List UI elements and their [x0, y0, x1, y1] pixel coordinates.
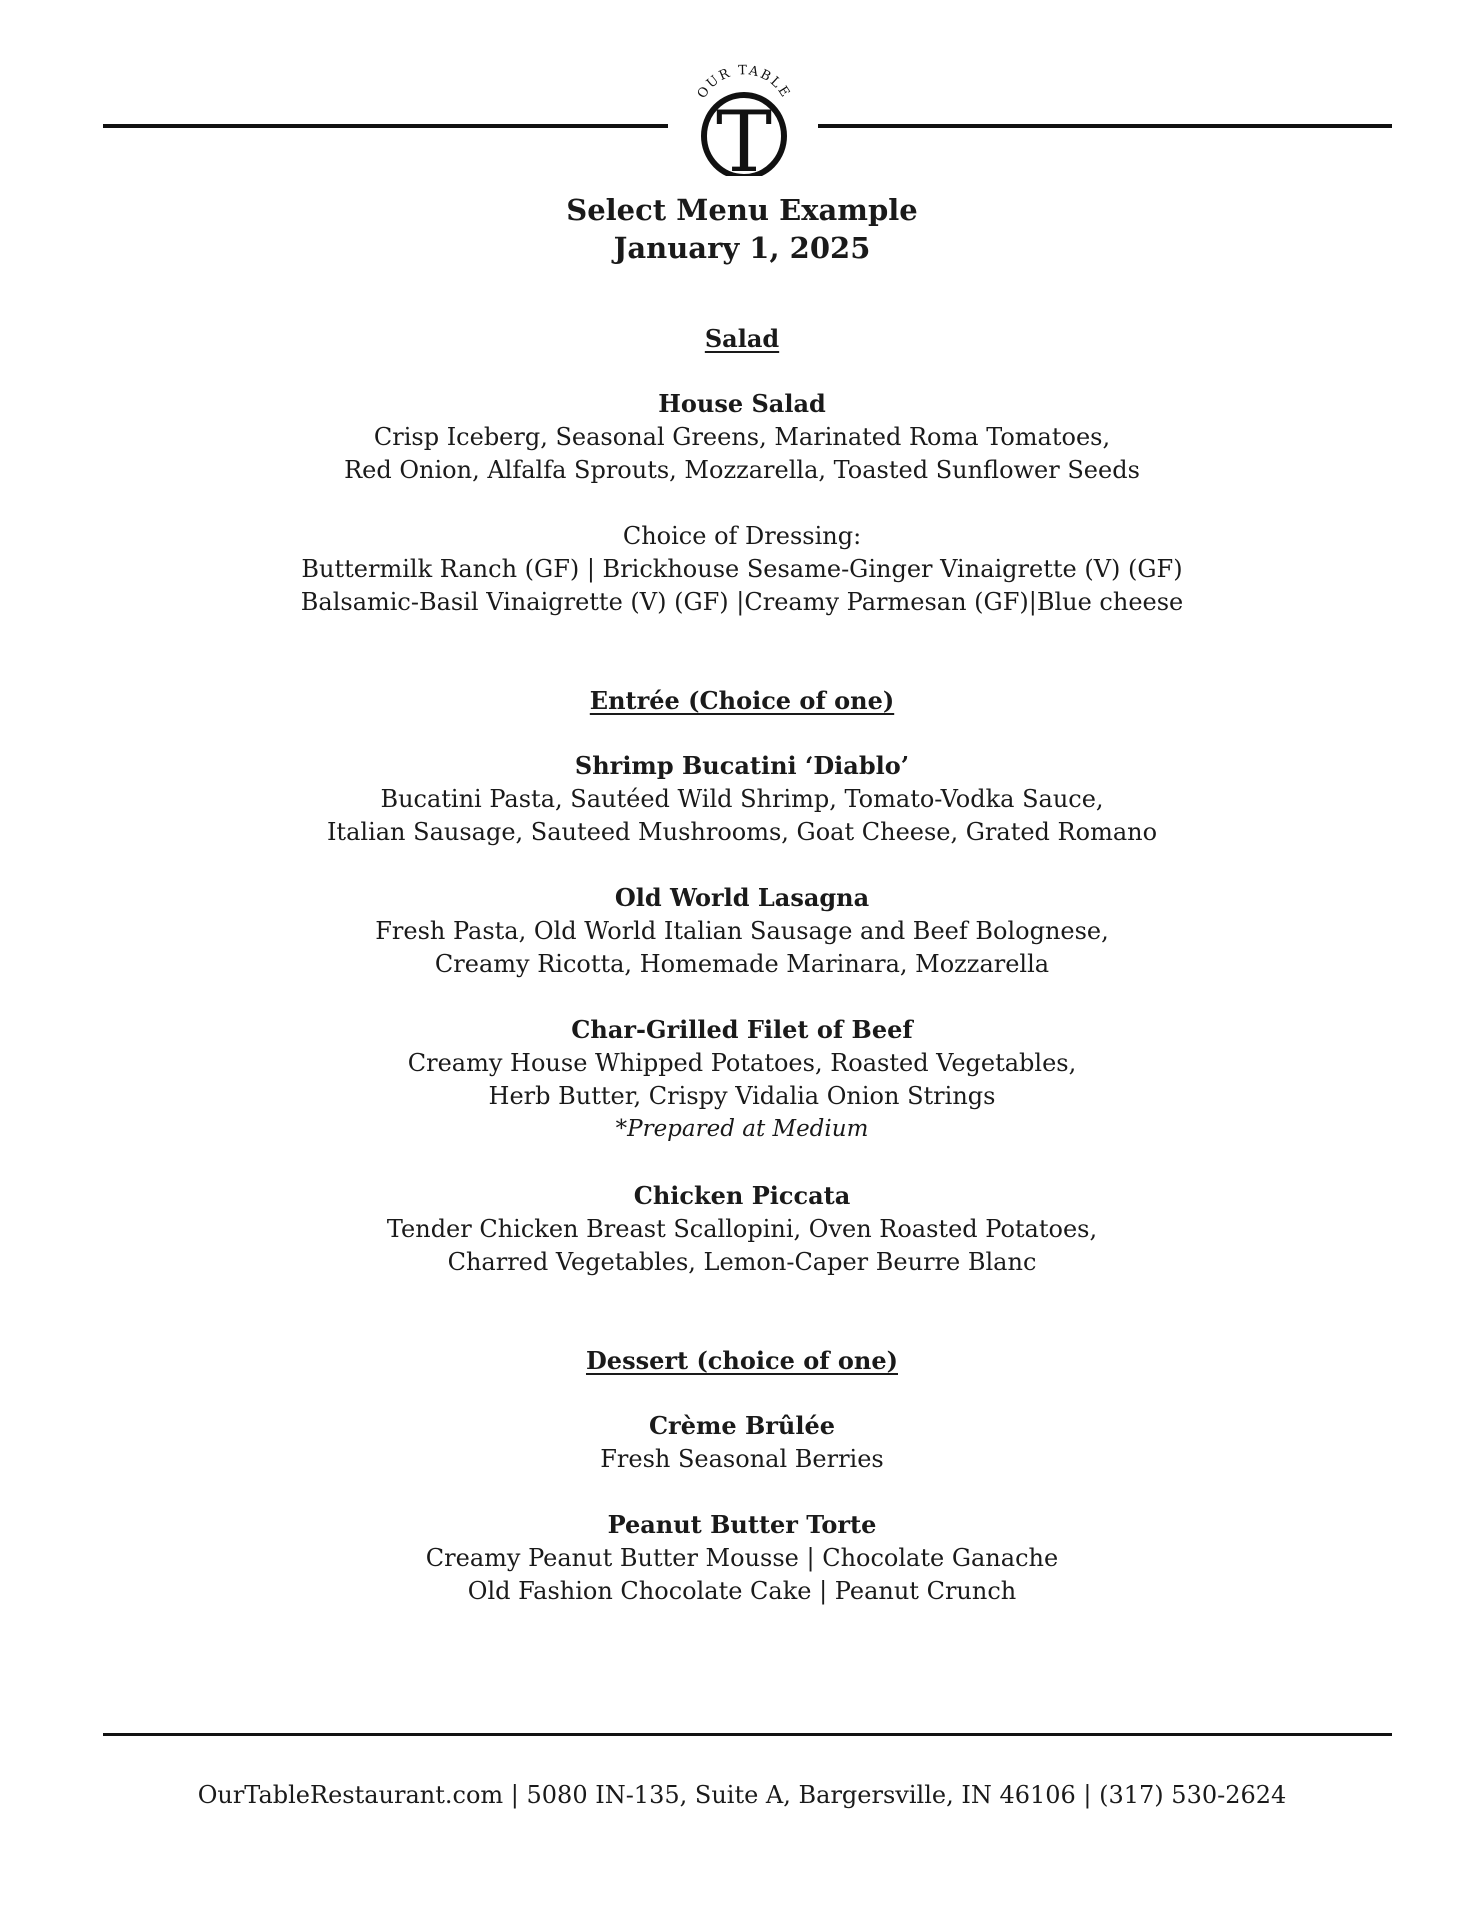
house-salad-line-1: Crisp Iceberg, Seasonal Greens, Marinated Roma Tomatoes,: [373, 423, 1111, 451]
entree-item-line: Italian Sausage, Sauteed Mushrooms, Goat Cheese, Grated Romano: [326, 818, 1158, 846]
our-table-logo: [688, 56, 800, 176]
entree-item-line: Tender Chicken Breast Scallopini, Oven Roasted Potatoes,: [386, 1215, 1098, 1243]
entree-item-name: Chicken Piccata: [633, 1181, 851, 1210]
entree-item-line: Creamy Ricotta, Homemade Marinara, Mozzarella: [434, 950, 1050, 978]
entree-heading: Entrée (Choice of one): [589, 686, 895, 715]
menu-date: January 1, 2025: [613, 231, 871, 265]
dessert-item-line: Creamy Peanut Butter Mousse | Chocolate Ganache: [425, 1544, 1059, 1572]
footer-rule: [103, 1733, 1392, 1736]
house-salad-line-2: Red Onion, Alfalfa Sprouts, Mozzarella, Toasted Sunflower Seeds: [344, 456, 1140, 484]
dressing-line-2: Balsamic-Basil Vinaigrette (V) (GF) |Creamy Parmesan (GF)|Blue cheese: [300, 588, 1184, 616]
entree-item-name: Shrimp Bucatini ‘Diablo’: [574, 751, 910, 780]
dessert-item-name: Crème Brûlée: [648, 1411, 836, 1440]
dressing-line-1: Buttermilk Ranch (GF) | Brickhouse Sesame-Ginger Vinaigrette (V) (GF): [301, 555, 1183, 583]
entree-item-line: Creamy House Whipped Potatoes, Roasted Vegetables,: [407, 1049, 1077, 1077]
dessert-item-line: Fresh Seasonal Berries: [600, 1445, 884, 1473]
dessert-item-name: Peanut Butter Torte: [607, 1510, 877, 1539]
entree-item-note: *Prepared at Medium: [615, 1116, 869, 1142]
entree-item-name: Old World Lasagna: [614, 883, 870, 912]
menu-title: Select Menu Example: [566, 193, 918, 227]
dessert-heading: Dessert (choice of one): [585, 1346, 898, 1375]
logo-arc-text: OUR TABLE: [694, 63, 794, 102]
logo-letter: T: [715, 93, 773, 176]
dessert-item-line: Old Fashion Chocolate Cake | Peanut Crunch: [467, 1577, 1017, 1605]
header-rule-left: [103, 124, 668, 128]
entree-item-line: Bucatini Pasta, Sautéed Wild Shrimp, Tomato-Vodka Sauce,: [380, 785, 1104, 813]
house-salad-name: House Salad: [658, 389, 826, 418]
entree-item-line: Fresh Pasta, Old World Italian Sausage and Beef Bolognese,: [375, 917, 1109, 945]
entree-item-line: Charred Vegetables, Lemon-Caper Beurre Blanc: [447, 1248, 1037, 1276]
salad-heading: Salad: [704, 324, 780, 353]
header-rule-right: [818, 124, 1392, 128]
dressing-label: Choice of Dressing:: [622, 522, 862, 550]
footer-contact: OurTableRestaurant.com | 5080 IN-135, Suite A, Bargersville, IN 46106 | (317) 530-2624: [197, 1781, 1287, 1809]
entree-item-line: Herb Butter, Crispy Vidalia Onion Strings: [488, 1082, 996, 1110]
entree-item-name: Char-Grilled Filet of Beef: [571, 1015, 913, 1044]
